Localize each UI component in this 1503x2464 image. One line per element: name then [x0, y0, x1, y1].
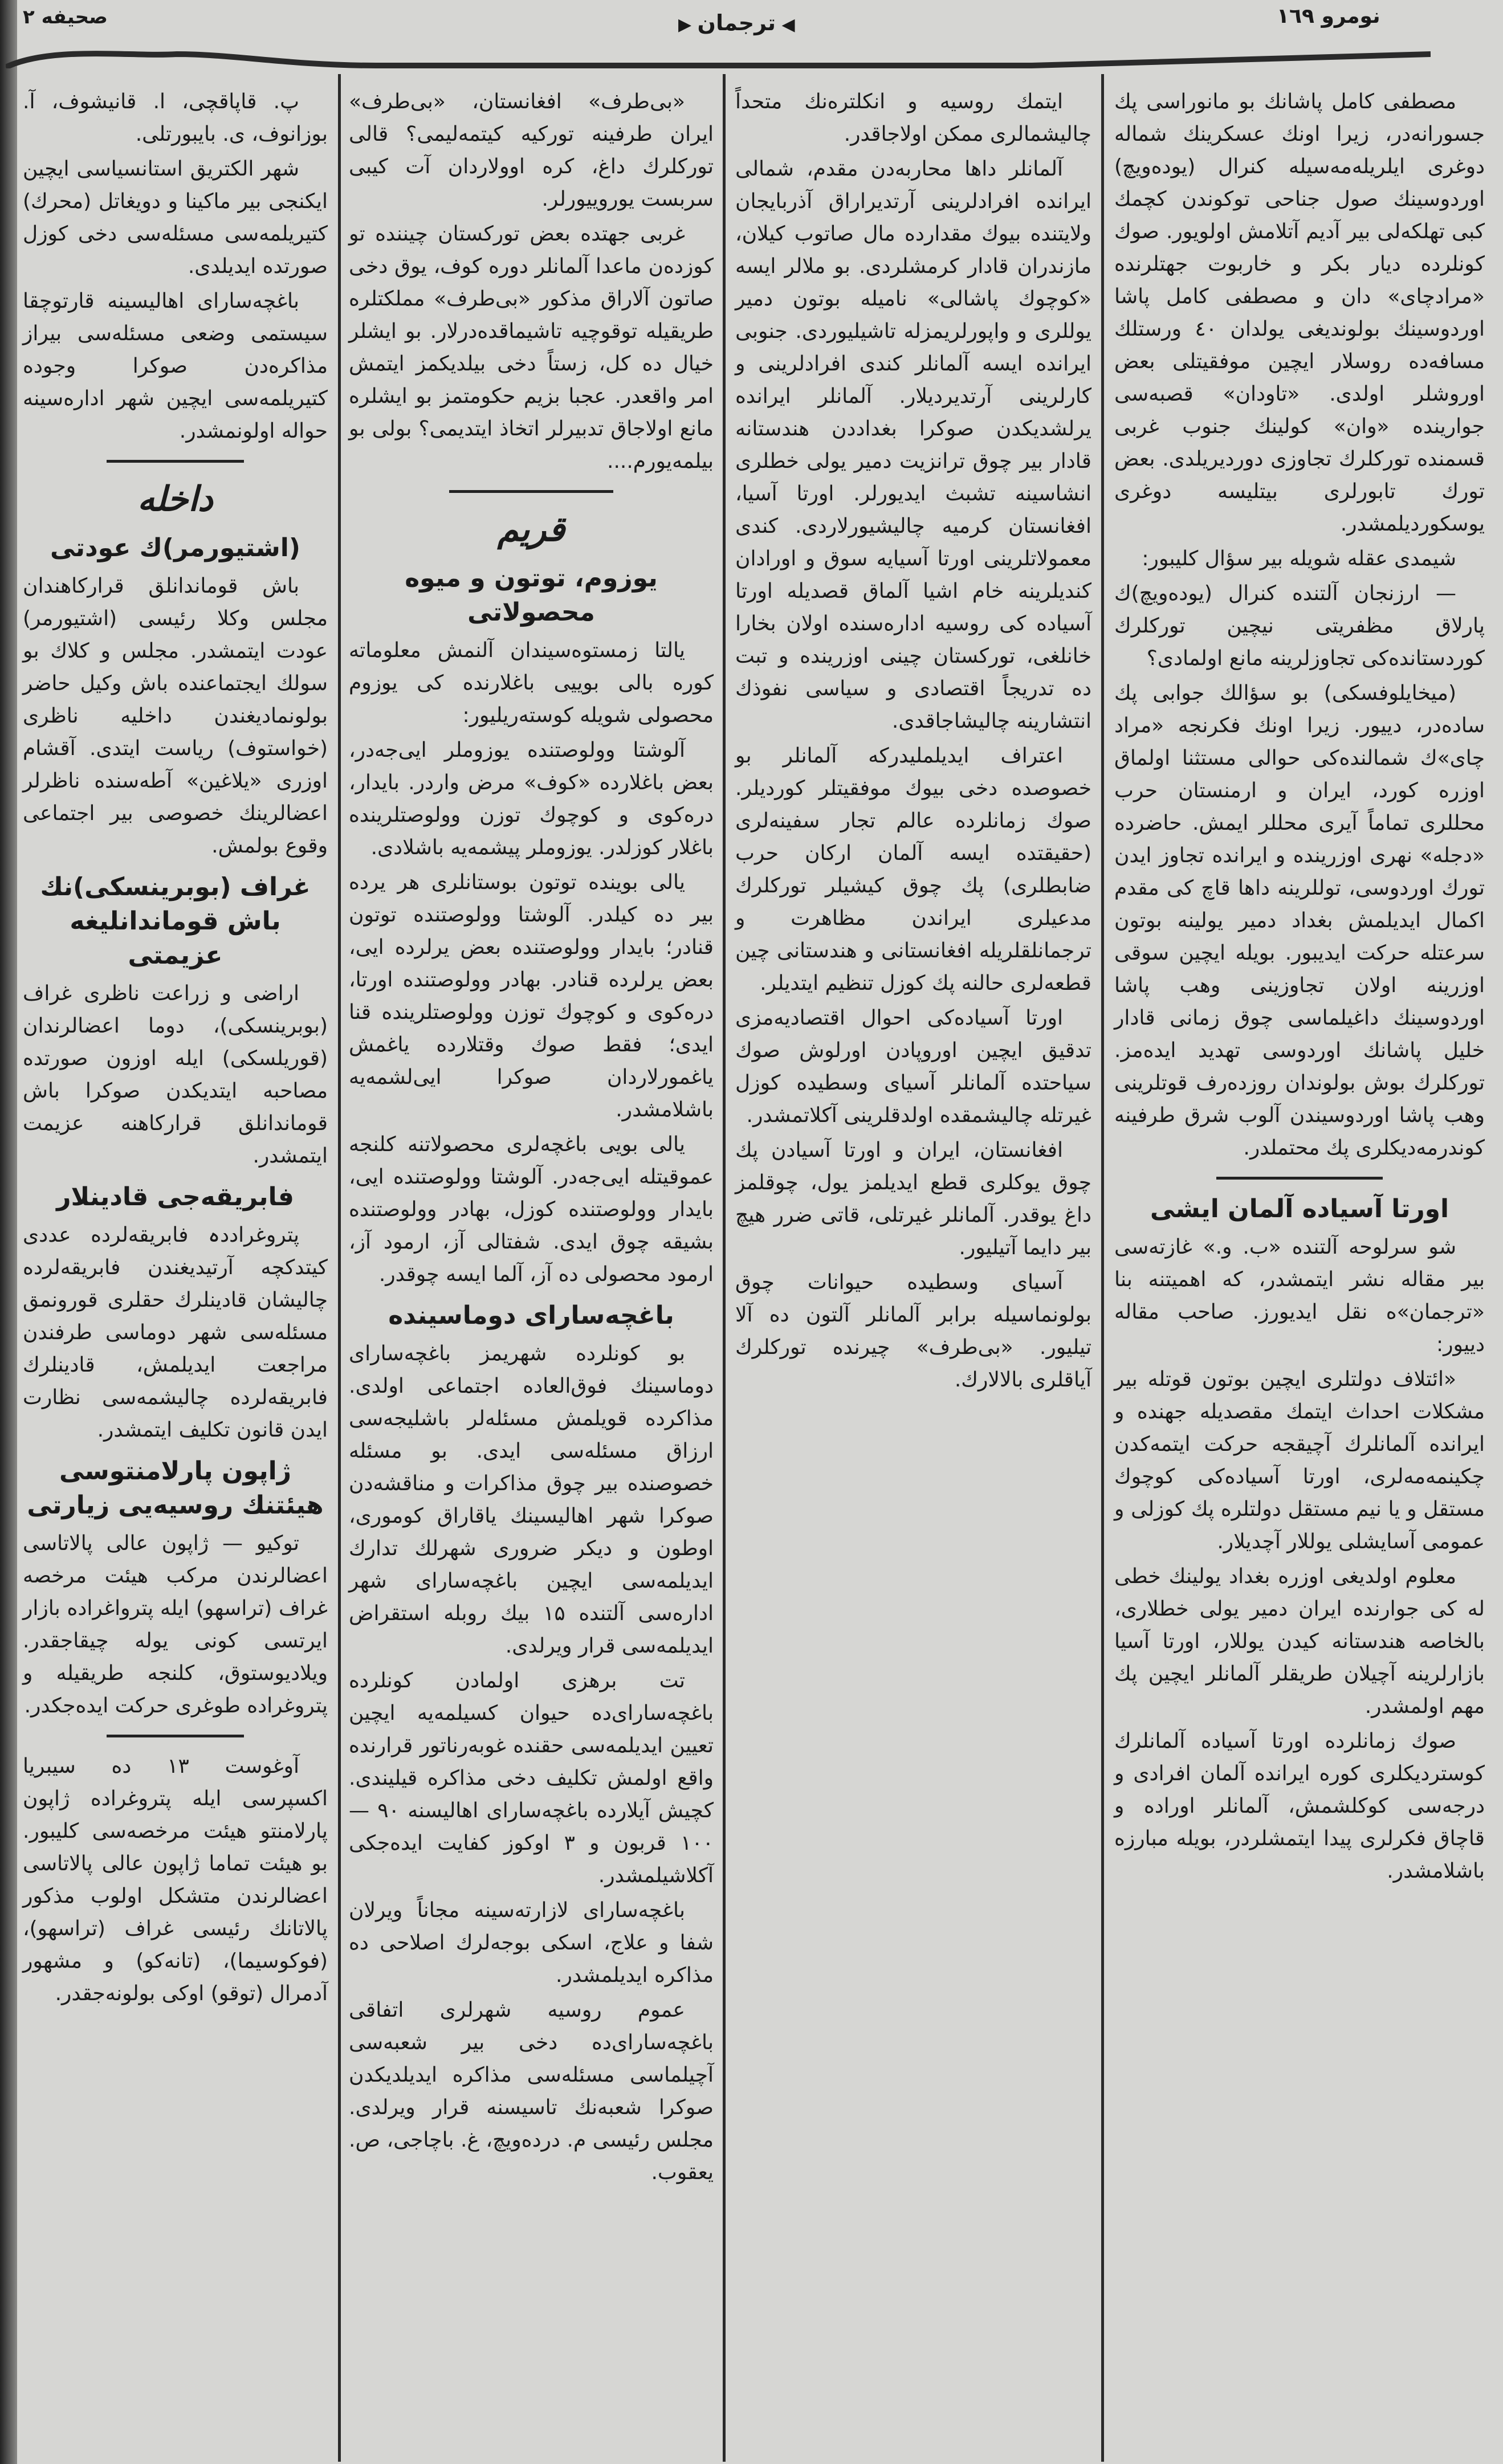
column-divider [1101, 74, 1104, 2462]
article-paragraph: غربی جهتده بعض تورکستان چیننده تو کوزده‌ن ماعدا آلمانلر دوره کوف، یوق دخی صاتون آلاراق مذکور «بی‌طرف» مملکتلره طریقیله توقوچیه تاشیماقده‌درلار. بو ایشلر خیال ده کل، زستاً دخی بیلدیکمز ایتمش امر واقعدر. عجبا بزیم حکومتمز بو ایشلره مانع اولاجاق تدبیرلر اتخاذ ایتدیمی؟ بولی بو بیلمه‌یورم.... [349, 222, 714, 473]
article-paragraph: باغچه‌سارای لازارته‌سینه مجاناً ویرلان شفا و علاج، اسکی بوجه‌لرك اصلاحی ده مذاکره ایدیلمشدر. [349, 1899, 714, 1987]
article-paragraph: ایتمك روسیه و انکلتره‌نك متحداً چالیشمالری ممکن اولاجاقدر. [735, 90, 1091, 146]
column-1 [1114, 85, 1485, 1890]
article-paragraph: شو سرلوحه آلتنده «ب. و.» غازته‌سی بیر مقاله نشر ایتمشدر، که اهمیتنه بنا «ترجمان»ه نقل ایدیورز. صاحب مقاله دییور: [1114, 1235, 1485, 1356]
article-paragraph: معلوم اولدیغی اوزره بغداد یولینك خطی له کی جوارنده ایران دمیر یولی خطلاری، بالخاصه هندستانه کیدن یوللار، اورتا آسیا بازارلرینه آچیلان طریقلر آلمانلر ایچین پك مهم اولمشدر. [1114, 1565, 1485, 1718]
column-divider [723, 74, 726, 2462]
article-paragraph: اورتا آسیاده‌کی احوال اقتصادیه‌مزی تدقیق ایچین اوروپادن اورلوش صوك سیاحتده آلمانلر آسیای وسطیده کوزل غیرتله چالیشمقده اولدقلرینی آکلاتمشدر. [735, 1006, 1091, 1127]
article-headline: غراف (بوبرینسکی)نك باش قوماندانلیغه عزیمتی [40, 872, 311, 970]
article-paragraph: شهر الکتریق استانسیاسی ایچین ایکنجی بیر ماکینا و دویغاتل (محرك) کتیریلمه‌سی مسئله‌سی دخی کوزل صورتده ایدیلدی. [23, 157, 328, 278]
article-paragraph: پ. قاپاقچی، ا. قانیشوف، آ. بوزانوف، ی. بایبورتلی. [23, 90, 328, 146]
column-divider [338, 74, 341, 2462]
section-rule [1216, 1177, 1383, 1180]
section-rule [107, 460, 244, 463]
masthead-rule [6, 40, 1431, 68]
article-headline: (اشتیورمر)ك عودتی [50, 533, 300, 562]
article-paragraph: «بی‌طرف» افغانستان، «بی‌طرف» ایران طرفینه تورکیه کیتمه‌لیمی؟ قالی تورکلرك داغ، کره اوولاردان آت کیبی سربست یوروییورلر. [349, 90, 714, 211]
article-paragraph: آلوشتا وولوصتنده یوزوملر ایی‌جه‌در، بعض باغلارده «کوف» مرض واردر. بایدار، دره‌کوی و کوچوك توزن وولوصتلرینده باغلار کوزلدر. یوزوملر پیشمه‌یه باشلادی. [349, 739, 714, 859]
section-heading: داخله [137, 479, 213, 519]
article-paragraph: افغانستان، ایران و اورتا آسیادن پك چوق یوکلری قطع ایدیلمز یول، چوقلمز داغ یوقدر. آلمانلر غیرتلی، قاتی ضرر هیچ بیر دایما آتیلیور. [735, 1139, 1091, 1259]
article-paragraph: یالی بوینده توتون بوستانلری هر یرده بیر ده کیلدر. آلوشتا وولوصتنده توتون قنادر؛ بایدار وولوصتنده بعض یرلرده ایی، بعض یرلرده قنادر. بهادر وولوصتنده اورتا، دره‌کوی و کوچوك توزن وولوصتلرینده قنا ایدی؛ فقط صوك وقتلارده یاغمش یاغمورلاردان صوکرا ایی‌لشمه‌یه باشلامشدر. [349, 871, 714, 1121]
article-paragraph: شیمدی عقله شویله بیر سؤال کلیبور: [1142, 547, 1456, 570]
article-paragraph: «ائتلاف دولتلری ایچین بوتون قوتله بیر مشکلات احداث ایتمك مقصدیله جهنده و ایرانده آلمانلرك آچیقجه حرکت ایتمه‌کدن چکینمه‌مه‌لری، اورتا آسیاده‌کی کوچوك مستقل و یا نیم مستقل دولتلره پك کوزلی و عمومی آسایشلی یوللار آچدیلار. [1114, 1368, 1485, 1553]
article-headline: باغچه‌سارای دوماسینده [388, 1301, 674, 1330]
article-paragraph: عموم روسیه شهرلری اتفاقی باغچه‌سارای‌ده دخی بیر شعبه‌سی آچیلماسی مسئله‌سی مذاکره ایدیلدیکدن صوکرا شعبه‌نك تاسیسنه قرار ویرلدی. مجلس رئیسی م. درده‌ویچ، غ. باچاجی، ص. یعقوب. [349, 1998, 714, 2184]
article-paragraph: صوك زمانلرده اورتا آسیاده آلمانلرك کوستردیکلری کوره ایرانده آلمان افرادی و درجه‌سی کوکلشمش، آلمانلر اوراده و قاچاق فکرلری پیدا ایتمشلردر، بویله مبارزه باشلامشدر. [1114, 1729, 1485, 1883]
column-3 [349, 85, 714, 2191]
article-paragraph: آسیای وسطیده حیوانات چوق بولونماسیله برابر آلمانلر آلتون ده آلا تیلیور. «بی‌طرف» چیرنده تورکلرك آیاقلری بالالارك. [735, 1271, 1091, 1392]
masthead [0, 0, 1503, 71]
column-4 [23, 85, 328, 2012]
article-paragraph: (میخایلوفسکی) بو سؤالك جوابی پك ساده‌در، دییور. زیرا اونك فکرنجه «مراد چای»ك شمالنده‌کی حوالی مستثنا اولماق اوزره کورد، ایران و ارمنستان حرب محللری تماماً آیری محللر ایمش. حاضرده «دجله» نهری اوزرینده و ایرانده تجاوز ایدن تورك اوردوسی، توللرینه داها قاچ کی مقدم اکمال ایدیلمش بغداد دمیر یولینه بوتون سرعتله حرکت ایدیبور. بویله ایچین سوقی اوزرینه اولان تجاوزینی وهب پاشا اوردوسینك داغیلماسی چوق زمانی قادار خلیل پاشانك اوردوسی تهدید ایده‌مز. تورکلرك بوش بولوندان روزده‌رف قوتلرینی وهب پاشا اوردوسیندن آلوب شرق طرفینه کوندرمه‌دیکلری پك محتملدر. [1114, 682, 1485, 1160]
issue-number: نومرو ١٦٩ [1277, 5, 1380, 28]
newspaper-title: ◀ ترجمان ▶ [678, 10, 795, 35]
article-paragraph: تت برهزی اولمادن کونلرده باغچه‌سارای‌ده حیوان کسیلمه‌یه ایچین تعیین ایدیلمه‌سی حقنده غوبه‌رناتور قرارنده واقع اولمش تکلیف دخی مذاکره قیلیندی. کچیش آیلارده باغچه‌سارای اهالیسنه ۹۰ — ۱۰۰ قربون و ۳ اوکوز کفایت ایده‌جکی آکلاشیلمشدر. [349, 1669, 714, 1887]
article-paragraph: آوغوست ۱۳ ده سیبریا اکسپرسی ایله پتروغراده ژاپون پارلامنتو هیئت مرخصه‌سی کلیبور. بو هیئت تماما ژاپون عالی پالاتاسی اعضالرندن متشکل اولوب مذکور پالاتانك رئیسی غراف (تراسهو)، (فوکوسیما)، (تانه‌کو) و مشهور آدمرال (توقو) اوکی بولونه‌جقدر. [23, 1755, 328, 2005]
article-paragraph: باغچه‌سارای اهالیسینه قارتوچقا سیستمی وضعی مسئله‌سی بیراز مذاکره‌دن صوکرا وجوده کتیریلمه‌سی ایچین شهر اداره‌سینه حواله اولونمشدر. [23, 289, 328, 443]
column-2 [735, 85, 1091, 1398]
article-paragraph: مصطفی کامل پاشانك بو مانوراسی پك جسورانه‌در، زیرا اونك عسکرینك شماله دوغری ایلریله‌مه‌سیله کنرال (یوده‌ویچ) اوردوسینك صول جناحی توکوندن کچمك کبی تهلکه‌لی بیر آدیم آتلامش اولویور. صوك کونلرده دیار بکر و خاربوت جهتلرنده «مرادچای» دان و مصطفی کامل پاشا اوردوسینك بولوندیغی یولدان ٤٠ ورستلك مسافه‌ده روسلار ایچین موفقیتلی بعض اوروشلر اولدی. «تاودان» قصبه‌سی جوارینده «وان» کولینك جنوب غربی قسمنده تورکلرك تجاوزی دوردیریلدی. بعض تورك تابورلری بیتلیسه دوغری یوسکوردیلمشدر. [1114, 90, 1485, 536]
article-paragraph: — ارزنجان آلتنده کنرال (یوده‌ویچ)ك پارلاق مظفریتی نیچین تورکلرك کوردستانده‌کی تجاوزلرینه مانع اولمادی؟ [1114, 582, 1485, 670]
section-heading: قریم [497, 509, 565, 549]
article-paragraph: اراضی و زراعت ناظری غراف (بوبرینسکی)، دوما اعضالرندان (قوریلسکی) ایله اوزون صورتده مصاحبه ایتدیکدن صوکرا باش قوماندانلق قرارکاهنه عزیمت ایتمشدر. [23, 982, 328, 1168]
article-paragraph: پتروغراددہ فابریقه‌لرده عددی کیتدکچه آرتیدیغندن فابریقه‌لرده چالیشان قادینلرك حقلری قورونمق مسئله‌سی شهر دوماسی طرفندن مراجعت ایدیلمش، قادینلرك فابریقه‌لرده چالیشمه‌سی نظارت ایدن قانون تکلیف ایتمشدر. [23, 1223, 328, 1442]
article-paragraph: توکیو — ژاپون عالی پالاتاسی اعضالرندن مرکب هیئت مرخصه غراف (ترا‌سهو) ایله پترواغراده بازار ایرتسی کونی یوله چیقاجقدر. ویلادیوستوق، کلنجه طریقیله و پتروغراده طوغری حرکت ایده‌جکدر. [23, 1532, 328, 1718]
article-paragraph: آلمانلر داها محاربه‌دن مقدم، شمالی ایرانده افرادلرینی آرتدیراراق آذربایجان ولایتنده بیوك مقدارده مال صاتوب کیلان، مازندران قادار کرمشلردی. بو ملالر ایسه «کوچوك پاشالی» نامیله بوتون دمیر یوللری و واپورلریمزله تاشیلیوردی. جنوبی ایرانده ایسه آلمانلر کندی افرادلرینی و کارلرینی آرتدیردیلار. آلمانلر ایرانده یرلشدیکدن صوکرا بغداددن هندستانه قادار بیر چوق ترانزیت دمیر یولی خطلری انشاسینه تشبث ایدیورلر. اورتا آسیا، افغانستان کرمیه چالیشیورلاردی. کندی معمولاتلرینی اورتا آسیایه سوق و اورادان کندیلرینه خام اشیا آلماق قصدیله اورتا آسیاده کی روسیه اداره‌سنده اولان بخارا خانلغی، تورکستان چینی اوزرینده و تبت ده تدریجاً اقتصادی و سیاسی نفوذك انتشارینه چالیشاجاقدی. [735, 157, 1091, 733]
scan-shadow [0, 0, 17, 2464]
article-headline: ژاپون پارلامنتوسی هیئتنك روسیه‌یی زیارتی [27, 1457, 324, 1520]
article-paragraph: اعتراف ایدیلملیدرکه آلمانلر بو خصوصده دخی بیوك موفقیتلر کوردیلر. صوك زمانلرده عالم تجار سفینه‌لری (حقیقتده ایسه آلمان ارکان حرب ضابطلری) پك چوق کیشیلر تورکلرك مدعیلری ایراندن مظاهرت و ترجمانلقلریله افغانستانی و هندستانی چین قطعه‌لری حالنه پك کوزل تنظیم ایتدیلر. [735, 744, 1091, 995]
article-paragraph: باش قوماندانلق قرارکاهندان مجلس وکلا رئیسی (اشتیورمر) عودت ایتمشدر. مجلس و کلاك بو سولك ایجتماعنده باش وکیل حاضر بولونمادیغندن داخلیه ناظری (خواستوف) ریاست ایتدی. آقشام اوزری «یلاغین» آطه‌سنده ناظرلر اعضالرینك خصوصی بیر اجتماعی وقوع بولمش. [23, 574, 328, 858]
section-rule [107, 1735, 244, 1737]
article-headline: اورتا آسیاده آلمان ایشی [1150, 1194, 1449, 1223]
page-label: صحیفه ٢ [23, 6, 108, 28]
article-headline: فابریقه‌جی قادینلار [56, 1182, 294, 1211]
article-headline: یوزوم، توتون و میوه محصولاتی [405, 564, 658, 627]
article-paragraph: یالی بویی باغچه‌لری محصولاتنه کلنجه عموقیتله ایی‌جه‌در. آلوشتا وولوصتنده ایی، بایدار وولوصتنده کوزل، بهادر وولوصتنده بشیقه چوق ایدی. شفتالی آز، ارمود آز، ارمود محصولی ده آز، آلما ایسه چوقدر. [349, 1133, 714, 1286]
section-rule [449, 490, 613, 493]
article-paragraph: یالتا زمستوه‌سیندان آلنمش معلوماته کوره بالی بوییی باغلارنده کی یوزوم محصولی شویله کوسته‌ریلیور: [349, 639, 714, 727]
article-paragraph: بو کونلرده شهریمز باغچه‌سارای دوماسینك فوق‌العاده اجتماعی اولدی. مذاکرده قویلمش مسئله‌لر باشلیجه‌سی ارزاق مسئله‌سی ایدی. بو مسئله خصوصنده بیر چوق مذاکرات و مناقشه‌دن صوکرا شهر اهالیسینك یاقاراق کوموری، اوطون و دیکر ضروری شهرلك تدارك ایدیلمه‌سی ایچین باغچه‌سارای شهر اداره‌سی آلتنده ۱۵ بیك روبله استقراض ایدیلمه‌سی قرار ویرلدی. [349, 1342, 714, 1658]
